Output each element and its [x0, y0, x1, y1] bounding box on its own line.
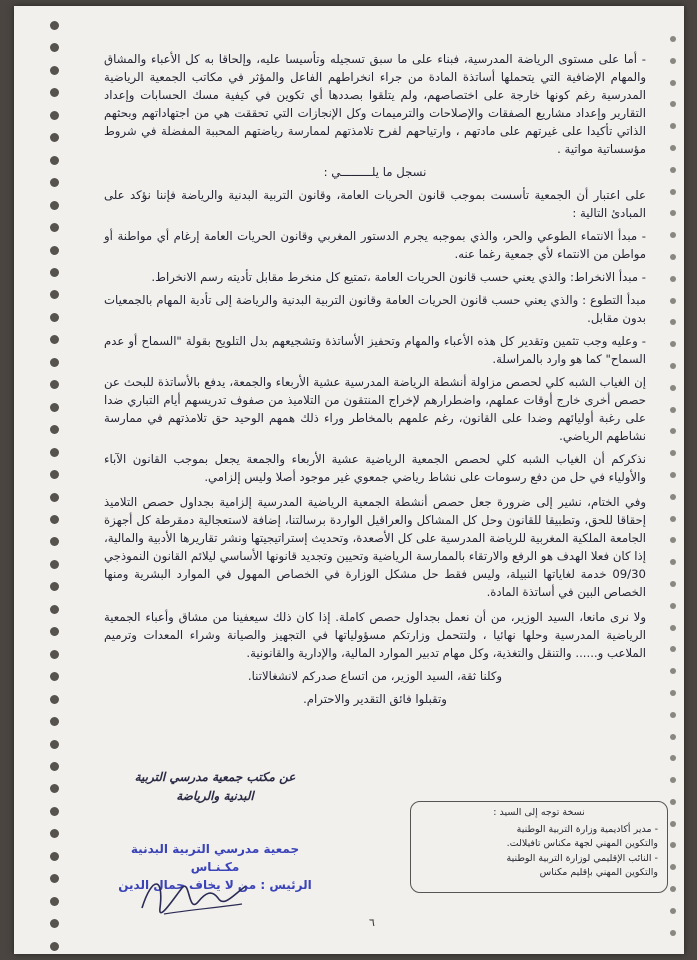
page-number: ٦ [369, 916, 375, 929]
paragraph-voluntary-membership: - مبدأ الانتماء الطوعي والحر، والذي بموجبه يجرم الدستور المغربي وقانون الحريات العامة إرغام أي مواطنة أو مواطن من الانتماء لأي جمعية رغما عنه. [104, 229, 646, 261]
handwritten-signature [134, 868, 254, 928]
paragraph-volunteering: مبدأ التطوع : والذي يعني حسب قانون الحريات العامة وقانون التربية البدنية والرياضة إلى تأدية المهام بالجمعيات بدون مقابل. [104, 293, 646, 325]
copy-to-item: والتكوين المهني لجهة مكناس تافيلالت. [506, 838, 658, 849]
copy-to-item: والتكوين المهني بإقليم مكناس [539, 867, 658, 878]
paragraph-reminder-fees: نذكركم أن الغياب الشبه كلي لحصص الجمعية الرياضية عشية الأربعاء والجمعة يجعل بموجب القانون الآباء والأولياء في حل من دفع رسومات على نشاط رياضي جمعوي غير موجود أصلا وليس إلزامي. [104, 452, 646, 484]
paragraph-membership: - مبدأ الانخراط: والذي يعني حسب قانون الحريات العامة ،تمتيع كل منخرط مقابل تأديته رسم الانخراط. [151, 270, 646, 284]
copy-to-box [410, 801, 668, 893]
letter-body [104, 50, 646, 713]
signatory-line-2: البدنية والرياضة [176, 789, 254, 803]
paragraph-absence-sessions: إن الغياب الشبه كلي لحصص مزاولة أنشطة الرياضة المدرسية عشية الأربعاء والجمعة، يدفع بالأساتذة للبحث عن حصص أخرى خارج أوقات عملهم، واضطرارهم لإخراج المنتقون من التلاميذ من صفوف تدريسهم أيام التباري ضدا على رغبة أوليائهم وضدا على القانون، رغم علمهم بالمخاطر وراء ذلك همهم الوحيد حق تلامذتهم في ممارسة نشاطهم الرياضي. [104, 375, 646, 443]
stamp-line-1: جمعية مدرسي التربية البدنية [130, 842, 300, 856]
paragraph-closing: وتقبلوا فائق التقدير والاحترام. [303, 692, 447, 706]
letter-page [14, 6, 684, 954]
copy-to-item: - النائب الإقليمي لوزارة التربية الوطنية [506, 852, 658, 864]
stamp-line-2: مكـنـاس [190, 860, 240, 874]
paragraph-conclusion: وفي الختام، نشير إلى ضرورة جعل حصص أنشطة الجمعية الرياضية المدرسية إلزامية بجداول حصص التلاميذ إحقاقا للحق، وتطبيقا للقانون وحل كل المشاكل والعراقيل الواردة برسالتنا، إضافة لاستعجالية دمقرطة كل أجهزة الجامعة الملكية المغربية للرياضة المدرسية على كل الأصعدة، وتحديث إستراتيجيتها ونشر تقاريرها الأدبية والمالية، إذا كان فعلا الهدف هو الرفع والارتقاء بالممارسة الرياضية وتحيين وتجديد قانونها الأساسي ليلائم القانون النموذجي 09/30 خدمة لغاياتها النبيلة، وليس فقط حل مشكل الوزارة في الخصاص المهول في الموارد البشرية ومنها الخصاص البين في أساتذة المادة. [104, 495, 646, 599]
paragraph-trust: وكلنا ثقة، السيد الوزير، من اتساع صدركم لانشغالاتنا. [247, 669, 503, 683]
paragraph-appreciation: - وعليه وجب تثمين وتقدير كل هذه الأعباء والمهام وتحفيز الأساتذة وتشجيعهم بدل التلويح بقولة "السماح أو عدم السماح" كما هو وارد بالمراسلة. [104, 334, 646, 366]
paragraph-we-record: نسجل ما يلـــــــــي : [323, 165, 427, 179]
signatory-line-1: عن مكتب جمعية مدرسي التربية [134, 770, 296, 784]
binder-holes [44, 21, 64, 951]
copy-to-title: نسخة توجه إلى السيد : [493, 807, 585, 818]
paragraph-full-schedules: ولا نرى مانعا، السيد الوزير، من أن نعمل بجداول حصص كاملة. إذا كان ذلك سيعفينا من مشاق وأعباء الجمعية الرياضية المدرسية وحلها نهائيا ، ولتتحمل وزارتكم مسؤولياتها في التجهيز والصيانة وشراء المعدات وترميم الملاعب و...... والتنقل والتغذية، وكل مهام تدبير الموارد المالية، والإدارية والقانونية. [104, 610, 646, 660]
copy-to-item: - مدير أكاديمية وزارة التربية الوطنية [516, 823, 658, 835]
paragraph-school-sports: - أما على مستوى الرياضة المدرسية، فبناء على ما سبق تسجيله وتأسيسا عليه، وإلحاقا به كل الأعباء والمشاق والمهام الإضافية التي يتحملها أساتذة المادة من جراء انخراطهم الفاعل والمؤثر في مكاتب الجمعية الرياضية المدرسية رغم كونها خارجة على اختصاصهم، ولم يتلقوا بصددها أي تكوين في كيفية مسك الحسابات وإعداد التقارير وإعداد مشاريع الصفقات والإصلاحات والترميمات وكل الإنجازات التي تحققت هي من اجتهاداتهم وبحثهم الذاتي تأكيدا على غيرتهم على مادتهم ، وارتياحهم لفرح تلامذتهم لممارسة رياضتهم المحببة المفضلة في شروط مؤسساتية مواتية . [104, 52, 646, 156]
stamp-line-3: الرئيس : من لا يخاف جمال الدين [118, 878, 312, 892]
perforation-marks [668, 36, 678, 936]
paragraph-principles-intro: على اعتبار أن الجمعية تأسست بموجب قانون الحريات العامة، وقانون التربية البدنية والرياضة فإننا نؤكد على المبادئ التالية : [104, 188, 646, 220]
